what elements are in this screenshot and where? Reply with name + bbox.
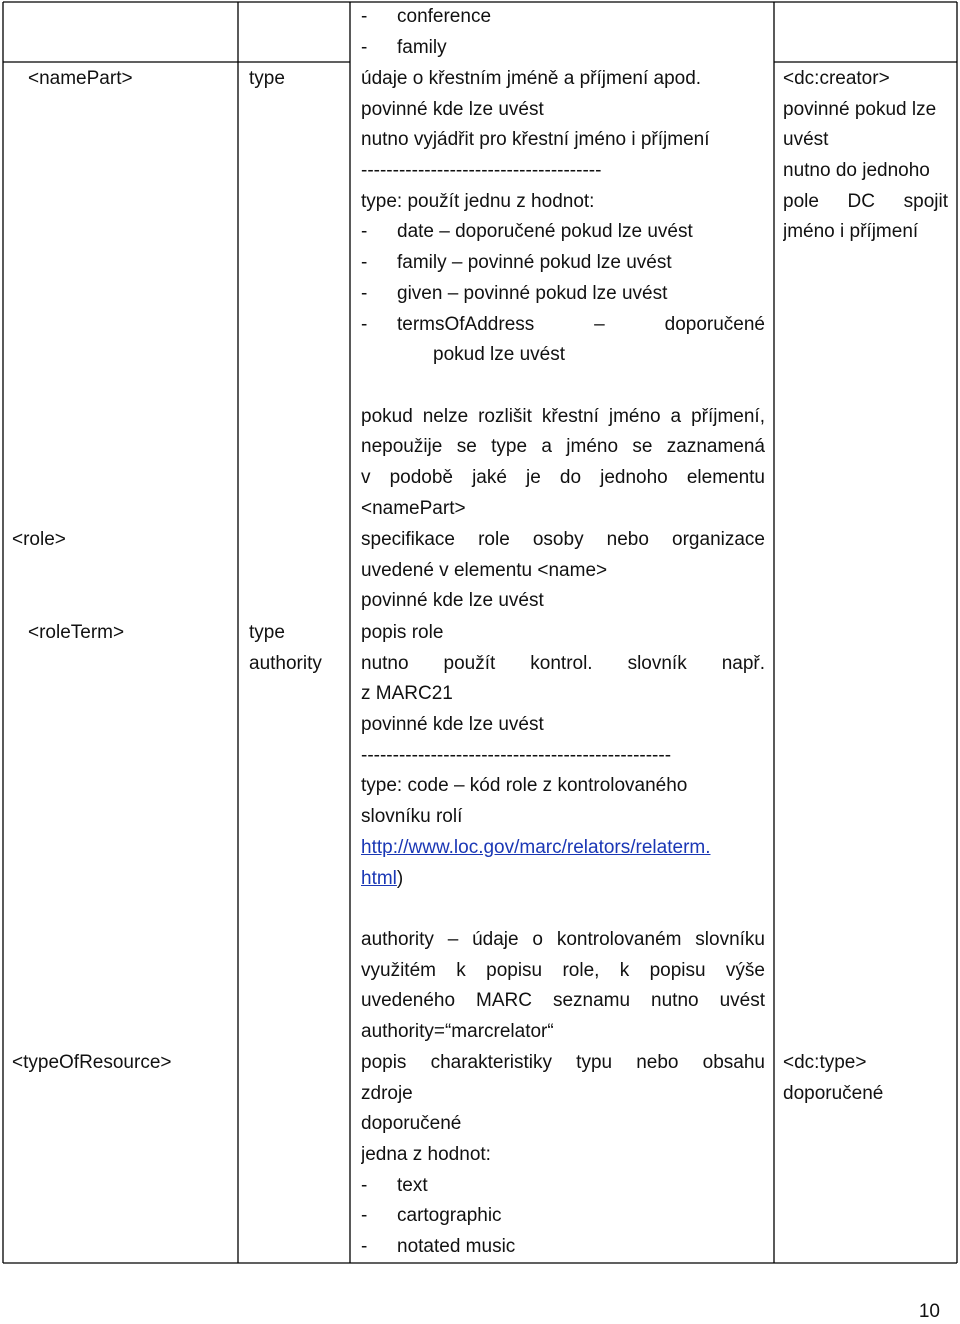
attribute-name: authority	[249, 652, 322, 674]
list-item: - text	[361, 1174, 428, 1196]
typeofresource-dc-cell: <dc:type> doporučené	[783, 1052, 884, 1104]
element-name: <roleTerm>	[28, 622, 125, 643]
list-item: - notated music	[361, 1236, 516, 1258]
page-number: 10	[918, 1301, 940, 1322]
namepart-element-cell	[28, 64, 233, 95]
namepart-dc-cell: <dc:creator> povinné pokud lze uvést nutno do jednoho pole DC spojit jméno i příjmení	[783, 68, 948, 243]
typeofresource-description-cell: popis charakteristiky typu nebo obsahu zdroje doporučené jedna z hodnot: - text - cartographic - notated music	[361, 1048, 765, 1263]
list-item: - family – povinné pokud lze uvést	[361, 252, 672, 274]
roleterm-element-cell	[28, 618, 233, 649]
relators-link-continued[interactable]: html	[361, 867, 397, 889]
separator-line: -------------------------------------------------	[361, 744, 672, 766]
roleterm-description-cell: popis role nutno použít kontrol. slovník např. z MARC21 povinné kde lze uvést ------------------------------------------------- type: code – kód role z kontrolovaného slovníku rolí http://www.loc.gov/marc/relators/relaterm. html) authority – údaje o kontrolovaném slovníku využitém k popisu role, k popisu výše uvedeného MARC seznamu nutno uvést authority=“marcrelator“	[361, 622, 765, 1042]
separator-line: --------------------------------------	[361, 160, 602, 182]
namepart-description-cell: údaje o křestním jméně a příjmení apod. povinné kde lze uvést nutno vyjádřit pro křestní jméno i příjmení -------------------------------------- type: použít jednu z hodnot: - date – doporučené pokud lze uvést - family – povinné pokud lze uvést - given – povinné pokud lze uvést - termsOfAddress – doporučené pokud lze uvést pokud nelze rozlišit křestní jméno a příjmení, nepoužije se type a jméno se zaznamená v podobě jaké je do jednoho elementu <namePart>	[361, 68, 765, 519]
list-item: - given – povinné pokud lze uvést	[361, 282, 668, 304]
list-item: - termsOfAddress – doporučené	[361, 313, 765, 335]
list-item: - conference	[361, 6, 492, 27]
roleterm-attribute-cell	[249, 618, 347, 679]
role-element-cell	[12, 525, 234, 556]
attribute-name: type	[249, 622, 285, 643]
list-item: - cartographic	[361, 1205, 502, 1227]
namepart-attribute-cell	[249, 64, 347, 95]
element-name: <namePart>	[28, 68, 133, 89]
top-fragment-list	[361, 2, 765, 63]
element-name: <role>	[12, 529, 66, 550]
list-item: - date – doporučené pokud lze uvést	[361, 221, 693, 243]
attribute-name: type	[249, 68, 285, 89]
role-description-cell: specifikace role osoby nebo organizace uvedené v elementu <name> povinné kde lze uvést	[361, 529, 765, 612]
relators-link[interactable]: http://www.loc.gov/marc/relators/relaterm.	[361, 836, 711, 858]
list-item: - family	[361, 36, 447, 58]
element-name: <typeOfResource>	[12, 1052, 172, 1073]
typeofresource-element-cell	[12, 1048, 234, 1079]
